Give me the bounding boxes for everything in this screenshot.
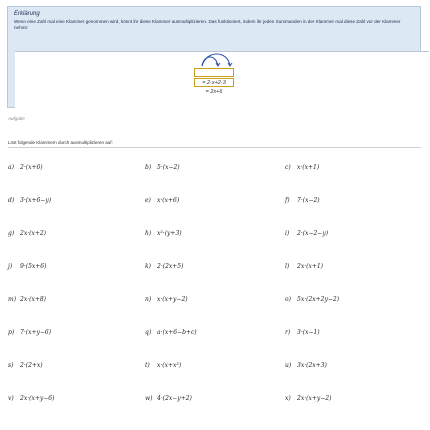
exercise-label: e)	[145, 197, 151, 204]
exercise-label: s)	[8, 362, 14, 369]
exercise-item	[145, 329, 197, 336]
exercise-item	[8, 296, 46, 303]
exercise-label: o)	[285, 296, 291, 303]
exercise-label: q)	[145, 329, 152, 336]
exercise-expression: x²·(y+3)	[157, 230, 182, 237]
exercise-label: w)	[145, 395, 153, 402]
exercise-expression: 5x·(2x+2y−2)	[297, 296, 340, 303]
exercise-expression: 2·(2x+5)	[157, 263, 184, 270]
divider	[8, 147, 421, 148]
exercise-label: p)	[8, 329, 15, 336]
exercise-expression: 2·(x+6)	[20, 164, 43, 171]
example-figure	[172, 50, 254, 98]
exercise-label: m)	[8, 296, 17, 303]
exercise-label: h)	[145, 230, 152, 237]
exercise-expression: 2·(2+x)	[20, 362, 43, 369]
exercise-expression: 2·(x−2−y)	[297, 230, 329, 237]
exercise-expression: 3x·(2x+3)	[297, 362, 327, 369]
exercise-label: u)	[285, 362, 292, 369]
exercise-label: f)	[285, 197, 290, 204]
exercise-item	[145, 197, 179, 204]
exercise-expression: x·(x+1)	[297, 164, 320, 171]
exercise-item	[8, 329, 51, 336]
explanation-text: Wenn eine Zahl mal eine Klammer genommen wird, könnt ihr diese Klammer ausmultiplizieren. Das funktioniert, indem ihr jeden Summanden in der Klammer mal diese Zahl vor der Klammer nehmt:	[14, 19, 401, 30]
example-line-1	[194, 68, 234, 77]
exercise-label: t)	[145, 362, 150, 369]
example-line-2: = 2·x+2·3	[194, 78, 234, 87]
exercise-expression: x·(x+x²)	[157, 362, 182, 369]
exercise-item	[285, 164, 319, 171]
example-line-3: = 2x+6	[205, 89, 223, 95]
exercise-label: r)	[285, 329, 291, 336]
exercise-expression: x·(x+6)	[157, 197, 180, 204]
exercise-item	[145, 362, 181, 369]
explanation-title: Erklärung	[14, 11, 40, 17]
exercise-expression: 4·(2x−y+2)	[157, 395, 192, 402]
exercise-item	[145, 164, 180, 171]
exercise-item	[145, 395, 192, 402]
exercise-item	[145, 296, 188, 303]
exercise-item	[145, 230, 182, 237]
exercise-item	[285, 296, 339, 303]
distribution-arrows-icon	[172, 50, 254, 68]
exercise-item	[8, 164, 43, 171]
exercise-item	[8, 263, 46, 270]
exercise-label: v)	[8, 395, 14, 402]
exercise-label: x)	[285, 395, 291, 402]
exercise-item	[8, 230, 46, 237]
exercise-expression: 2x·(x+y−6)	[20, 395, 55, 402]
exercise-expression: 9·(5x+6)	[20, 263, 47, 270]
exercise-label: b)	[145, 164, 152, 171]
exercise-item	[145, 263, 183, 270]
exercise-expression: 2x·(x+y−2)	[297, 395, 332, 402]
exercise-label: i)	[285, 230, 290, 237]
exercise-item	[285, 230, 328, 237]
exercise-item	[285, 362, 327, 369]
exercise-label: j)	[8, 263, 13, 270]
exercise-item	[285, 263, 323, 270]
exercise-expression: 7·(x−2)	[297, 197, 320, 204]
exercise-label: l)	[285, 263, 290, 270]
exercise-item	[285, 395, 331, 402]
exercise-label: d)	[8, 197, 15, 204]
exercise-expression: 3·(x+6−y)	[20, 197, 52, 204]
exercise-label: k)	[145, 263, 151, 270]
exercise-expression: 2x·(x+2)	[20, 230, 47, 237]
exercise-item	[8, 197, 51, 204]
exercise-item	[8, 395, 54, 402]
exercise-item	[285, 197, 320, 204]
exercise-label: n)	[145, 296, 152, 303]
task-instruction: Löst folgende Klammern durch ausmultiplizieren auf:	[8, 140, 113, 145]
exercise-item	[285, 329, 320, 336]
exercise-expression: a·(x+6−b+c)	[157, 329, 197, 336]
exercise-expression: 5·(x−2)	[157, 164, 180, 171]
exercise-label: g)	[8, 230, 15, 237]
exercise-label: c)	[285, 164, 291, 171]
task-header: Aufgabe	[8, 116, 25, 121]
exercise-expression: 2x·(x+1)	[297, 263, 324, 270]
exercise-expression: 7·(x+y−6)	[20, 329, 52, 336]
exercise-expression: 2x·(x+8)	[20, 296, 47, 303]
exercise-label: a)	[8, 164, 14, 171]
exercise-item	[8, 362, 43, 369]
exercise-expression: 3·(x−1)	[297, 329, 320, 336]
exercise-expression: x·(x+y−2)	[157, 296, 188, 303]
